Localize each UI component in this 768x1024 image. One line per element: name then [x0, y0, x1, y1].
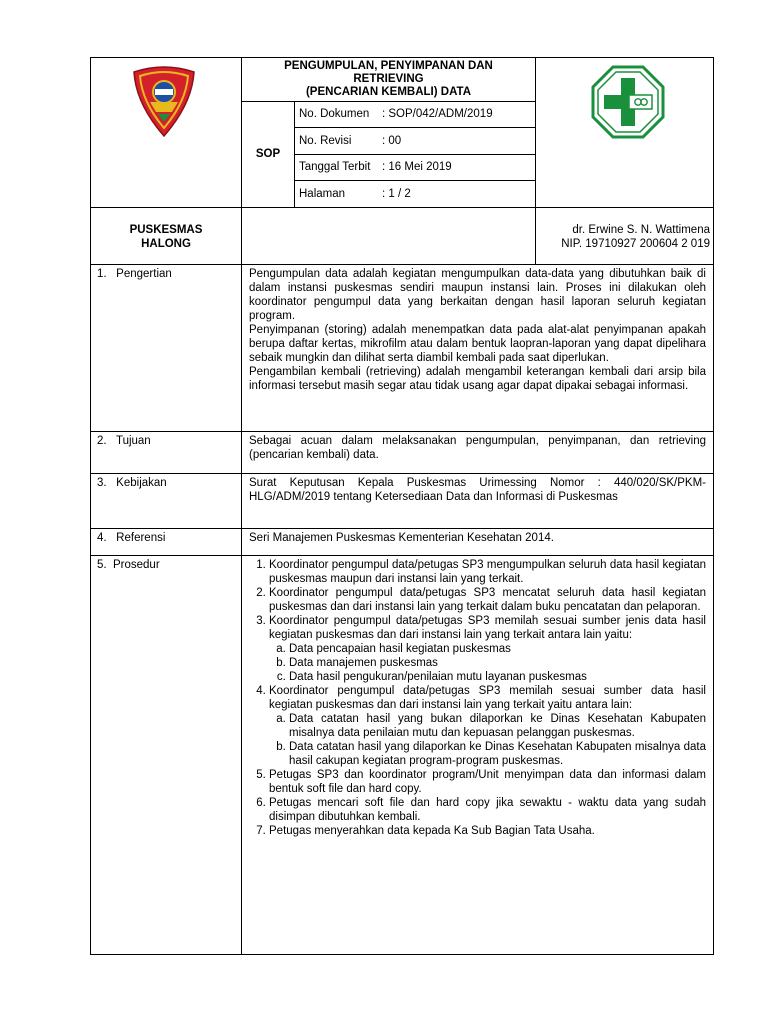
paragraph: Seri Manajemen Puskesmas Kementerian Kesehatan 2014. — [249, 532, 554, 544]
border-bottom — [90, 954, 714, 955]
signatory-nip: NIP. 19710927 200604 2 019 — [561, 238, 710, 250]
procedure-substep: a. Data pencapaian hasil kegiatan puskesmas — [289, 642, 706, 656]
issue-date-value: : 16 Mei 2019 — [382, 161, 452, 173]
field-divider-1 — [294, 127, 536, 128]
header-divider-right — [535, 57, 536, 207]
title-line: PENGUMPULAN, PENYIMPANAN DAN — [284, 60, 493, 72]
step-text: Petugas SP3 dan koordinator program/Unit menyimpan data dan informasi dalam bentuk soft file dan hard copy. — [269, 769, 706, 795]
inst-divider-left — [241, 207, 242, 265]
title-line: (PENCARIAN KEMBALI) DATA — [305, 86, 472, 98]
step-text: Koordinator pengumpul data/petugas SP3 memilah sesuai sumber data hasil kegiatan puskesmas dan dari instansi lain yang terkait yaitu antara lain: — [269, 685, 706, 711]
field-divider-3 — [294, 180, 536, 181]
step-text: Koordinator pengumpul data/petugas SP3 memilah sesuai sumber jenis data hasil kegiatan puskesmas dan dari instansi lain yang terkait antara lain yaitu: — [269, 615, 706, 641]
procedure-substeps — [269, 642, 706, 684]
border-top — [90, 57, 714, 58]
title-divider — [241, 101, 536, 102]
section-content-pengertian — [249, 267, 706, 393]
section-divider-3 — [90, 528, 714, 529]
procedure-step — [269, 614, 706, 684]
inst-divider-right — [535, 207, 536, 265]
step-text: Koordinator pengumpul data/petugas SP3 mengumpulkan seluruh data hasil kegiatan puskesmas maupun dari instansi lain yang terkait. — [269, 559, 706, 585]
paragraph: Pengumpulan data adalah kegiatan mengumpulkan data-data yang dibutuhkan baik di dalam instansi puskesmas sendiri maupun instansi lain. Proses ini dilakukan oleh koordinator pengumpul data yang berkaitan dengan hasil laporan seluruh kegiatan program. — [249, 268, 706, 322]
section-divider-4 — [90, 555, 714, 556]
step-text: Petugas menyerahkan data kepada Ka Sub Bagian Tata Usaha. — [269, 825, 595, 837]
procedure-step — [269, 684, 706, 768]
procedure-step — [269, 796, 706, 824]
procedure-substeps — [269, 712, 706, 768]
procedure-step — [269, 824, 706, 838]
revision-value: : 00 — [382, 135, 402, 147]
institution-name — [92, 223, 240, 251]
section-content-referensi — [249, 531, 706, 545]
city-emblem-logo — [128, 64, 200, 140]
signatory-name: dr. Erwine S. N. Wattimena — [572, 224, 710, 236]
page-label: Halaman — [299, 188, 346, 200]
section-divider-2 — [90, 473, 714, 474]
revision-label: No. Revisi — [299, 135, 352, 147]
border-right — [713, 57, 714, 955]
header-bottom — [90, 207, 714, 208]
section-content-prosedur — [249, 558, 706, 838]
issue-date-label: Tanggal Terbit — [299, 161, 371, 173]
section-label-prosedur: 5. Prosedur — [97, 559, 160, 571]
procedure-step — [269, 586, 706, 614]
section-label-pengertian: 1. Pengertian — [97, 268, 172, 280]
label-column-divider — [241, 264, 242, 955]
document-title — [245, 60, 532, 99]
paragraph: Penyimpanan (storing) adalah menempatkan data pada alat-alat penyimpanan apakah berupa daftar kertas, mikrofilm atau dalam bentuk laopran-laporan yang dapat dipelihara sebaik mungkin dan dilihat serta diambil kembali pada saat diperlukan. — [249, 324, 706, 364]
doc-number-label: No. Dokumen — [299, 108, 370, 120]
inst-bottom — [90, 264, 714, 265]
procedure-substep: a. Data catatan hasil yang bukan dilaporkan ke Dinas Kesehatan Kabupaten misalnya data penilaian mutu dan kepuasan pelanggan puskesmas. — [289, 712, 706, 740]
paragraph: Pengambilan kembali (retrieving) adalah mengambil keterangan kembali dari arsip bila informasi tersebut masih segar atau tidak usang agar dapat dipakai sebagai informasi. — [249, 366, 706, 392]
institution-line: HALONG — [141, 238, 191, 250]
step-text: Petugas mencari soft file dan hard copy jika sewaktu - waktu data yang sudah disimpan dibutuhkan kembali. — [269, 797, 706, 823]
paragraph: Sebagai acuan dalam melaksanakan pengumpulan, penyimpanan, dan retrieving (pencarian kembali) data. — [249, 435, 706, 461]
procedure-step — [269, 558, 706, 586]
sop-label: SOP — [255, 148, 281, 160]
procedure-step — [269, 768, 706, 796]
page-value: : 1 / 2 — [382, 188, 411, 200]
section-label-tujuan: 2. Tujuan — [97, 435, 151, 447]
section-label-referensi: 4. Referensi — [97, 532, 166, 544]
procedure-substep: b. Data manajemen puskesmas — [289, 656, 706, 670]
header-divider-left — [241, 57, 242, 207]
section-content-kebijakan — [249, 476, 706, 504]
institution-line: PUSKESMAS — [129, 224, 203, 236]
title-line: RETRIEVING — [353, 73, 424, 85]
procedure-substep: b. Data catatan hasil yang dilaporkan ke Dinas Kesehatan Kabupaten misalnya data hasil cakupan kegiatan program-program puskesmas. — [289, 740, 706, 768]
paragraph: Surat Keputusan Kepala Puskesmas Urimessing Nomor : 440/020/SK/PKM-HLG/ADM/2019 tentang Ketersediaan Data dan Informasi di Puskesmas — [249, 477, 706, 503]
border-left — [90, 57, 91, 955]
doc-number-value: : SOP/042/ADM/2019 — [382, 108, 493, 120]
section-content-tujuan — [249, 434, 706, 462]
section-label-kebijakan: 3. Kebijakan — [97, 477, 167, 489]
field-divider-2 — [294, 154, 536, 155]
procedure-substep: c. Data hasil pengukuran/penilaian mutu layanan puskesmas — [289, 670, 706, 684]
signatory-block — [538, 223, 710, 251]
section-divider-1 — [90, 431, 714, 432]
puskesmas-logo — [590, 64, 666, 140]
step-text: Koordinator pengumpul data/petugas SP3 mencatat seluruh data hasil kegiatan puskesmas dan dari instansi lain yang terkait dalam buku pencatatan dan pelaporan. — [269, 587, 706, 613]
procedure-list — [249, 558, 706, 838]
